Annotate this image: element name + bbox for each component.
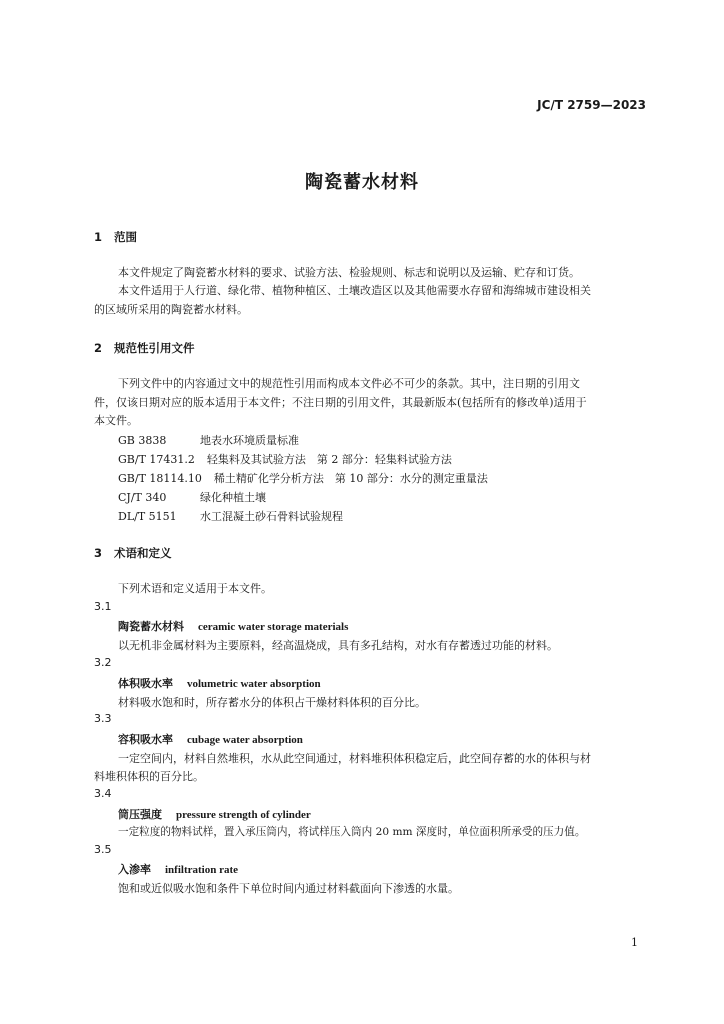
term-name bbox=[118, 731, 303, 747]
section-2-intro-line-2: 件，仅该日期对应的版本适用于本文件；不注日期的引用文件，其最新版本(包括所有的修改单)适用于 bbox=[94, 396, 587, 409]
term-name bbox=[118, 861, 238, 877]
reference-title: 绿化种植土壤 bbox=[200, 491, 266, 504]
section-3-heading bbox=[94, 545, 172, 561]
section-title: 范围 bbox=[114, 230, 137, 244]
section-1-paragraph-2-line-2: 的区域所采用的陶瓷蓄水材料。 bbox=[94, 303, 248, 316]
reference-item bbox=[118, 470, 488, 486]
section-1-heading bbox=[94, 229, 137, 245]
reference-item bbox=[118, 432, 299, 448]
term-definition-line-1: 一定空间内，材料自然堆积，水从此空间通过，材料堆积体积稳定后，此空间存蓄的水的体积与材 bbox=[118, 752, 591, 765]
reference-title: 水工混凝土砂石骨料试验规程 bbox=[200, 510, 343, 523]
reference-item bbox=[118, 489, 266, 505]
section-1-paragraph-2-line-1: 本文件适用于人行道、绿化带、植物种植区、土壤改造区以及其他需要水存留和海绵城市建设相关 bbox=[118, 284, 591, 297]
term-zh: 陶瓷蓄水材料 bbox=[118, 620, 184, 633]
section-number: 3 bbox=[94, 546, 103, 560]
section-2-intro-line-1: 下列文件中的内容通过文中的规范性引用而构成本文件必不可少的条款。其中，注日期的引用文 bbox=[118, 377, 580, 390]
reference-code: GB/T 18114.10 bbox=[118, 472, 202, 485]
term-number: 3.4 bbox=[94, 787, 112, 800]
reference-code: GB 3838 bbox=[118, 434, 167, 447]
term-definition: 饱和或近似吸水饱和条件下单位时间内通过材料截面向下渗透的水量。 bbox=[118, 882, 459, 895]
term-number: 3.2 bbox=[94, 656, 112, 669]
term-en: pressure strength of cylinder bbox=[176, 809, 311, 821]
term-name bbox=[118, 675, 321, 691]
section-number: 2 bbox=[94, 341, 103, 355]
term-en: volumetric water absorption bbox=[187, 678, 321, 690]
section-title: 规范性引用文件 bbox=[114, 341, 195, 355]
reference-item bbox=[118, 451, 452, 467]
term-zh: 入渗率 bbox=[118, 863, 151, 876]
section-number: 1 bbox=[94, 230, 103, 244]
section-2-heading bbox=[94, 340, 195, 356]
term-number: 3.5 bbox=[94, 843, 112, 856]
term-zh: 筒压强度 bbox=[118, 808, 162, 821]
term-en: infiltration rate bbox=[165, 864, 239, 876]
term-definition: 以无机非金属材料为主要原料，经高温烧成，具有多孔结构，对水有存蓄透过功能的材料。 bbox=[118, 639, 558, 652]
term-number: 3.1 bbox=[94, 600, 112, 613]
section-title: 术语和定义 bbox=[114, 546, 172, 560]
term-zh: 容积吸水率 bbox=[118, 733, 173, 746]
term-en: cubage water absorption bbox=[187, 734, 303, 746]
term-en: ceramic water storage materials bbox=[198, 621, 349, 633]
term-number: 3.3 bbox=[94, 712, 112, 725]
term-definition: 材料吸水饱和时，所存蓄水分的体积占干燥材料体积的百分比。 bbox=[118, 696, 426, 709]
section-1-paragraph-1: 本文件规定了陶瓷蓄水材料的要求、试验方法、检验规则、标志和说明以及运输、贮存和订货。 bbox=[118, 266, 580, 279]
term-zh: 体积吸水率 bbox=[118, 677, 173, 690]
section-2-intro-line-3: 本文件。 bbox=[94, 414, 138, 427]
term-definition-line-2: 料堆积体积的百分比。 bbox=[94, 770, 204, 783]
reference-title: 地表水环境质量标准 bbox=[200, 434, 299, 447]
term-name bbox=[118, 618, 348, 634]
standard-code: JC/T 2759—2023 bbox=[537, 98, 646, 112]
term-definition: 一定粒度的物料试样，置入承压筒内，将试样压入筒内 20 mm 深度时，单位面积所承受的压力值。 bbox=[118, 826, 586, 838]
reference-code: DL/T 5151 bbox=[118, 510, 177, 523]
document-title: 陶瓷蓄水材料 bbox=[305, 172, 419, 193]
reference-code: CJ/T 340 bbox=[118, 491, 167, 504]
section-3-intro: 下列术语和定义适用于本文件。 bbox=[118, 582, 272, 595]
reference-title: 稀土精矿化学分析方法 第 10 部分：水分的测定重量法 bbox=[213, 472, 488, 485]
page-number: 1 bbox=[631, 936, 638, 949]
reference-item bbox=[118, 508, 343, 524]
term-name bbox=[118, 806, 311, 822]
reference-code: GB/T 17431.2 bbox=[118, 453, 195, 466]
reference-title: 轻集料及其试验方法 第 2 部分：轻集料试验方法 bbox=[206, 453, 452, 466]
